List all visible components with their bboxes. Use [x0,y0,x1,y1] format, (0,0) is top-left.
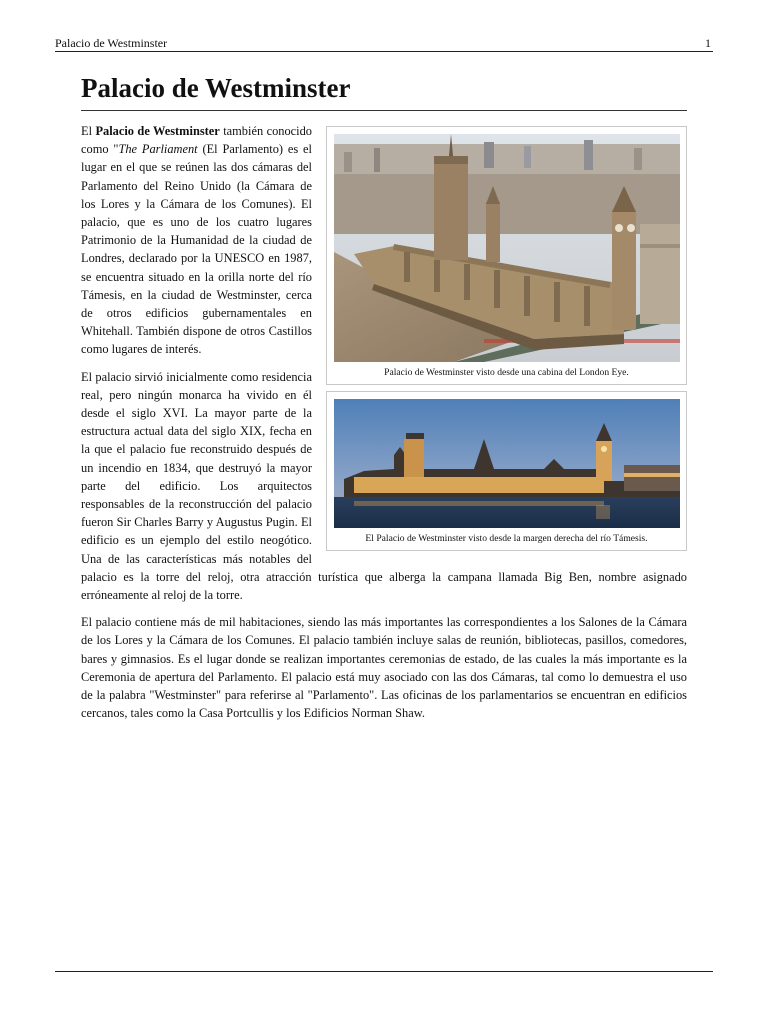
header-rule [55,51,713,52]
paragraph-rooms: El palacio contiene más de mil habitaciones, siendo las más importantes las correspondientes a los Salones de la Cámara de los Lores y la Cámara de los Comunes. El palacio también incluye salas de reunión, bibliotecas, pasillos, comedores, bares y gimnasios. Es el lugar donde se realizan importantes ceremonias de estado, de las cuales la más importante es la Ceremonia de apertura del Parlamento. El palacio está muy asociado con las dos Cámaras, tal como lo demuestra el uso de la palabra "Westminster" para referirse al "Parlamento". Las oficinas de los parlamentarios se encuentran en edificios cercanos, tales como la Casa Portcullis y los Edificios Norman Shaw. [81,615,687,721]
intro-lead: El [81,124,96,138]
figure-night [326,391,687,551]
footer-rule [55,971,713,972]
paragraph-history: El palacio sirvió inicialmente como residencia real, pero ningún monarca ha vivido en él desde el siglo XVI. La mayor parte de la estructura actual data del siglo XIX, fecha en la que el palacio fue reconstruido después de un incendio en 1834, que destruyó la mayor parte del edificio. Los arquitectos responsables de la reconstrucción del palacio fueron Sir Charles Barry y Augustus Pugin. El edificio es un ejemplo del estilo neogótico. Una de las características más notables del palacio es la torre del reloj, otra atracción turística que alberga la campana llamada Big Ben, nombre asignado erróneamente al reloj de la torre. [81,369,687,603]
intro-italic-term: The Parliament [118,142,198,157]
figure-aerial [326,126,687,385]
article-body [81,122,687,732]
figure-caption: El Palacio de Westminster visto desde la margen derecha del río Támesis. [365,533,648,544]
intro-rest: (El Parlamento) es el lugar en el que se reúnen las dos cámaras del Parlamento del Reino Unido (la Cámara de los Lores y la Cámara de los Comunes). El palacio, que es uno de los cuatro lugares Patrimonio de la Humanidad de la ciudad de Londres, declarado por la UNESCO en 1987, se encuentra situado en la orilla norte del río Támesis, en la ciudad de Westminster, cerca de otros edificios gubernamentales en Whitehall. También dispone de otros Castillos como lugares de interés. [81,142,312,357]
title-rule [81,110,687,111]
aerial-photo-palace [334,134,680,362]
figure-caption: Palacio de Westminster visto desde una cabina del London Eye. [384,367,629,378]
intro-mid: también conocido como " [81,124,312,157]
night-photo-palace [334,399,680,528]
intro-bold-term: Palacio de Westminster [95,124,220,138]
article-title: Palacio de Westminster [81,73,351,103]
running-title: Palacio de Westminster [55,36,168,50]
page-number: 1 [705,36,711,50]
running-header [55,35,713,51]
